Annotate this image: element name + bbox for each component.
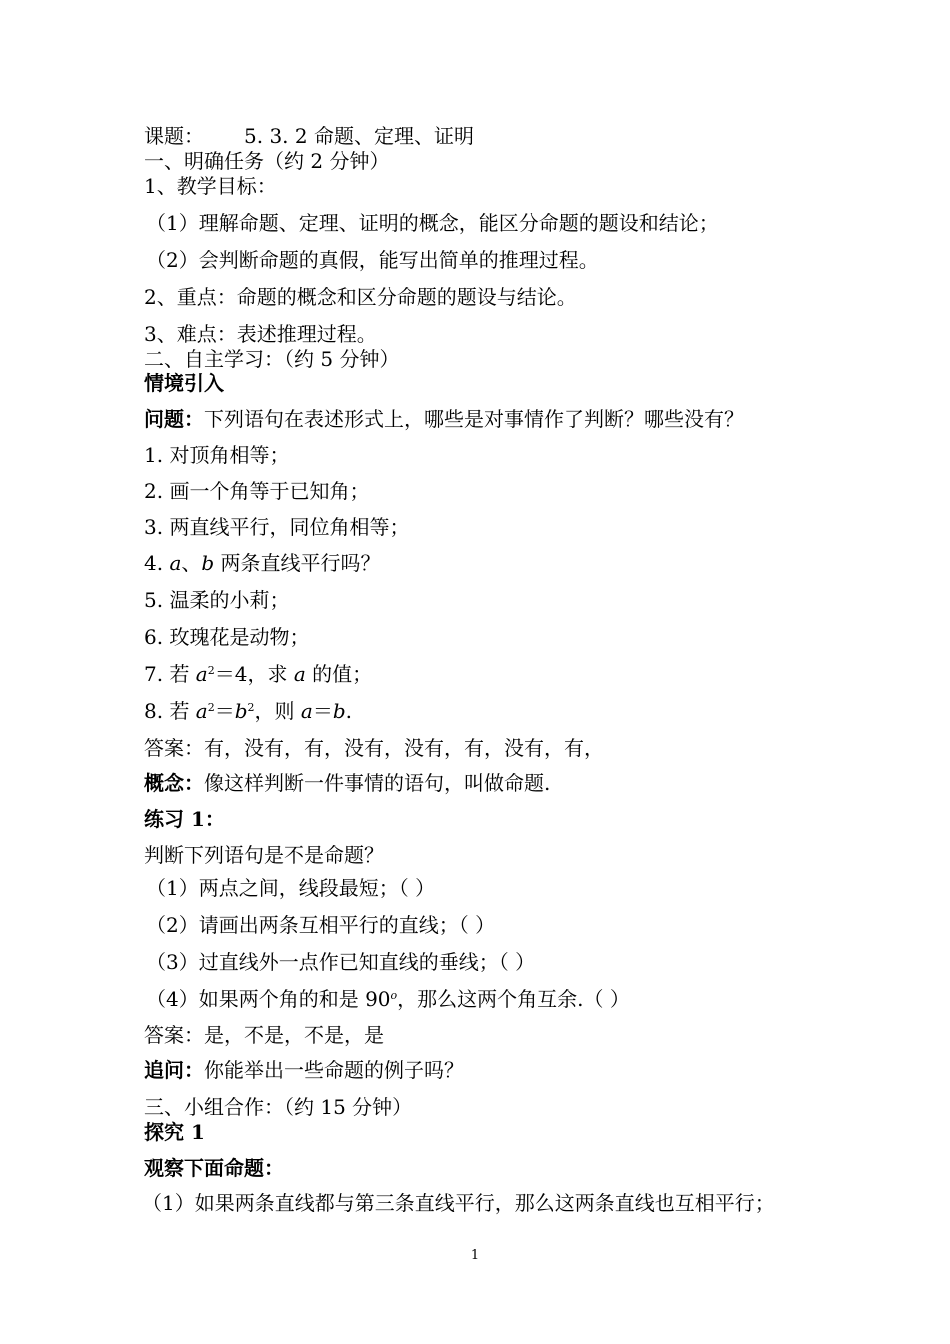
concept xyxy=(144,771,550,795)
exercise-item xyxy=(146,987,630,1011)
item-text: 两条直线平行吗？ xyxy=(214,551,381,575)
proposition-1: （1）如果两条直线都与第三条直线平行，那么这两条直线也互相平行； xyxy=(142,1191,775,1215)
item-text: ＝4，求 xyxy=(214,662,294,686)
list-item: 2. 画一个角等于已知角； xyxy=(144,479,370,503)
exponent: 2 xyxy=(207,701,215,714)
item-text: 、 xyxy=(181,551,202,575)
item-text: （4）如果两个角的和是 90 xyxy=(146,987,391,1011)
question-text: 下列语句在表述形式上，哪些是对事情作了判断？哪些没有？ xyxy=(204,407,744,431)
item-text: ＝ xyxy=(312,699,333,723)
list-item: 3. 两直线平行，同位角相等； xyxy=(144,515,410,539)
question xyxy=(144,407,744,431)
degree-symbol: o xyxy=(390,989,398,1002)
list-item xyxy=(144,699,352,723)
section-1-heading: 一、明确任务（约 2 分钟） xyxy=(144,149,390,173)
observe-heading: 观察下面命题： xyxy=(144,1156,284,1180)
follow-up xyxy=(144,1058,464,1082)
exercise-item: （1）两点之间，线段最短；（ ） xyxy=(146,876,436,900)
math-var: a xyxy=(300,699,313,723)
list-item: 6. 玫瑰花是动物； xyxy=(144,625,310,649)
answer-2: 答案：是，不是，不是，是 xyxy=(144,1023,384,1047)
section-3-heading: 三、小组合作：（约 15 分钟） xyxy=(144,1095,413,1119)
lesson-title xyxy=(144,124,474,148)
math-var: b xyxy=(201,551,215,575)
goal-1: （1）理解命题、定理、证明的概念，能区分命题的题设和结论； xyxy=(146,211,719,235)
item-text: ，则 xyxy=(254,699,301,723)
section-2-heading: 二、自主学习：（约 5 分钟） xyxy=(144,347,400,371)
exponent: 2 xyxy=(207,664,215,677)
question-label: 问题： xyxy=(144,407,204,431)
item-text: ＝ xyxy=(214,699,235,723)
item-text: . xyxy=(345,699,353,723)
scenario-heading: 情境引入 xyxy=(144,371,224,395)
follow-up-text: 你能举出一些命题的例子吗？ xyxy=(204,1058,464,1082)
math-var: a xyxy=(195,662,208,686)
title-text: 5. 3. 2 命题、定理、证明 xyxy=(244,124,474,148)
key-point: 2、重点：命题的概念和区分命题的题设与结论。 xyxy=(144,285,577,309)
item-text: 7. 若 xyxy=(144,662,196,686)
item-text: 4. xyxy=(144,551,170,575)
math-var: a xyxy=(195,699,208,723)
exercise-item: （2）请画出两条互相平行的直线；（ ） xyxy=(146,913,496,937)
exercise-1-prompt: 判断下列语句是不是命题？ xyxy=(144,843,384,867)
item-text: 的值； xyxy=(305,662,373,686)
list-item xyxy=(144,662,372,686)
math-var: b xyxy=(332,699,346,723)
explore-1-heading: 探究 1 xyxy=(144,1120,205,1144)
item-text: 8. 若 xyxy=(144,699,196,723)
math-var: b xyxy=(234,699,248,723)
answer-1: 答案：有，没有，有，没有，没有，有，没有，有， xyxy=(144,736,604,760)
follow-up-label: 追问： xyxy=(144,1058,204,1082)
list-item: 1. 对顶角相等； xyxy=(144,443,290,467)
math-var: a xyxy=(293,662,306,686)
title-label: 课题： xyxy=(144,124,204,148)
list-item xyxy=(144,551,381,575)
goals-heading: 1、教学目标： xyxy=(144,174,277,198)
concept-text: 像这样判断一件事情的语句，叫做命题. xyxy=(204,771,551,795)
exercise-1-heading: 练习 1： xyxy=(144,807,225,831)
difficulty: 3、难点：表述推理过程。 xyxy=(144,322,377,346)
list-item: 5. 温柔的小莉； xyxy=(144,588,290,612)
exponent: 2 xyxy=(247,701,255,714)
item-text: ，那么这两个角互余.（ ） xyxy=(397,987,630,1011)
goal-2: （2）会判断命题的真假，能写出简单的推理过程。 xyxy=(146,248,599,272)
math-var: a xyxy=(169,551,182,575)
page-number: 1 xyxy=(470,1248,480,1263)
exercise-item: （3）过直线外一点作已知直线的垂线；（ ） xyxy=(146,950,536,974)
concept-label: 概念： xyxy=(144,771,204,795)
